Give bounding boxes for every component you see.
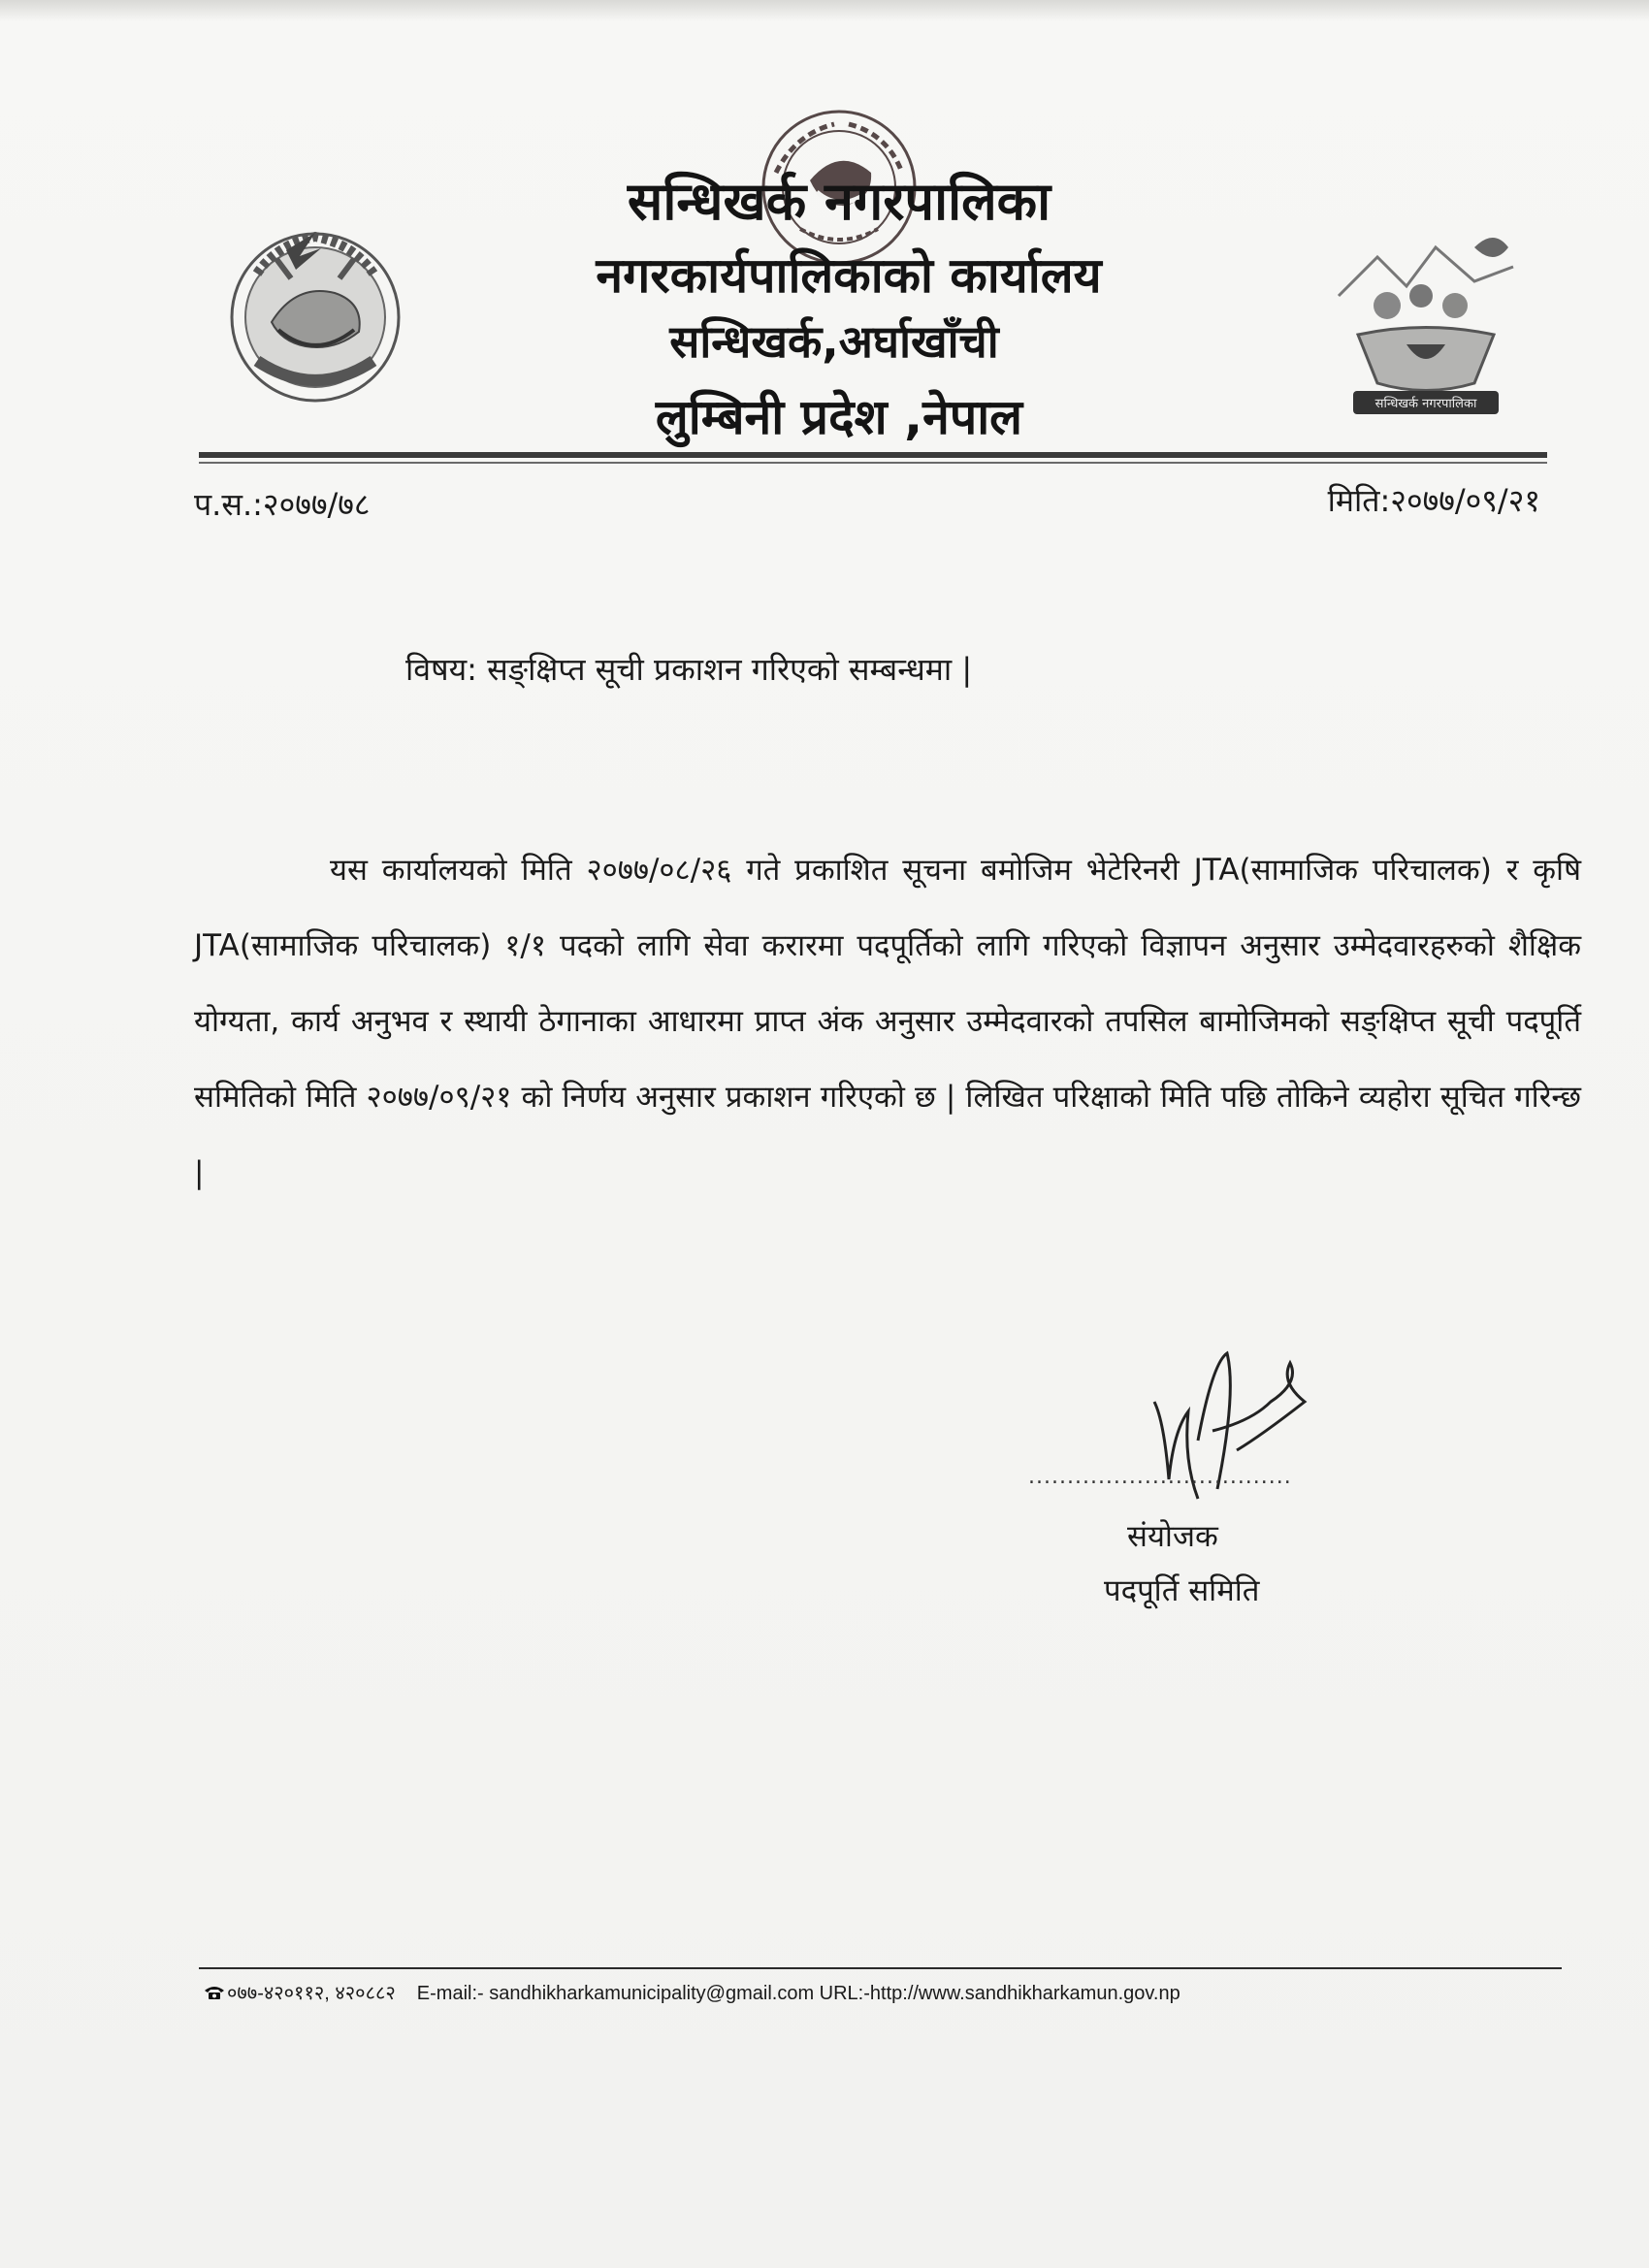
right-emblem-text: सन्धिखर्क नगरपालिका [1374, 397, 1477, 411]
footer [204, 1979, 1180, 2005]
province-name: लुम्बिनी प्रदेश ,नेपाल [655, 389, 1023, 445]
footer-divider [199, 1967, 1562, 1969]
letter-subject: विषय: सङ्क्षिप्त सूची प्रकाशन गरिएको सम्बन्धमा | [405, 651, 973, 688]
telephone-icon [204, 1985, 225, 2000]
signature-line: .................................. [1028, 1465, 1292, 1489]
signatory-title: संयोजक [1127, 1519, 1218, 1554]
footer-phone: ०७७-४२०११२, ४२०८८२ [227, 1983, 396, 2004]
scan-edge [0, 0, 1649, 21]
header-divider-thin [199, 462, 1547, 464]
office-address: सन्धिखर्क,अर्घाखाँची [669, 315, 999, 368]
signatory-committee: पदपूर्ति समिति [1104, 1573, 1260, 1608]
letter-body: यस कार्यालयको मिति २०७७/०८/२६ गते प्रकाशित सूचना बमोजिम भेटेरिनरी JTA(सामाजिक परिचालक) र कृषि JTA(सामाजिक परिचालक) १/१ पदको लागि सेवा करारमा पदपूर्तिको लागि गरिएको विज्ञापन अनुसार उम्मेदवारहरुको शैक्षिक योग्यता, कार्य अनुभव र स्थायी ठेगानाका आधारमा प्राप्त अंक अनुसार उम्मेदवारको तपसिल बामोजिमको सङ्क्षिप्त सूची पदपूर्ति समितिको मिति २०७७/०९/२१ को निर्णय अनुसार प्रकाशन गरिएको छ | लिखित परिक्षाको मिति पछि तोकिने व्यहोरा सूचित गरिन्छ | [194, 853, 1581, 1190]
reference-number: प.स.:२०७७/७८ [194, 486, 371, 523]
footer-email: E-mail:- sandhikharkamunicipality@gmail.com [416, 1983, 815, 2004]
office-name: नगरकार्यपालिकाको कार्यालय [596, 247, 1102, 304]
footer-url: URL:-http://www.sandhikharkamun.gov.np [819, 1983, 1180, 2004]
header-divider [199, 452, 1547, 458]
letter-date: मिति:२०७७/०९/२१ [1327, 482, 1540, 519]
org-name: सन्धिखर्क नगरपालिका [627, 171, 1051, 232]
